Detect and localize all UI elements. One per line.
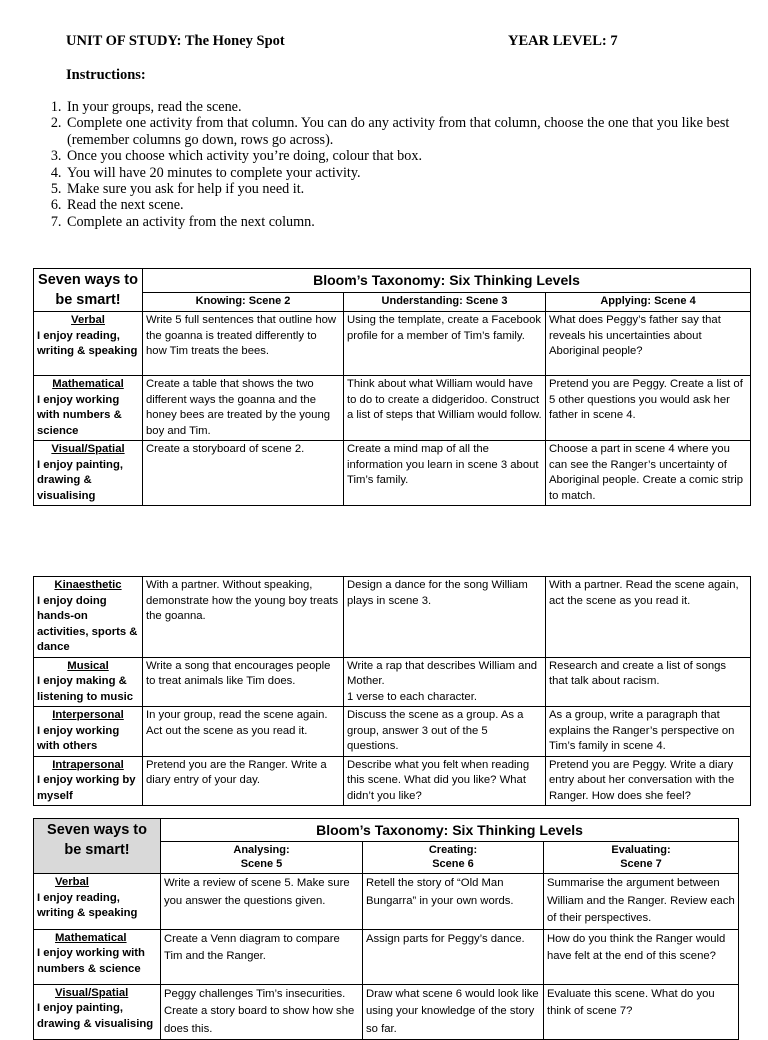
instructions-list (43, 99, 755, 230)
ways-to-be-smart-header: Seven ways to be smart! (34, 269, 143, 312)
activity-cell[interactable]: Create a Venn diagram to compare Tim and the Ranger. (161, 929, 363, 984)
activity-cell[interactable]: Write a song that encourages people to treat animals like Tim does. (143, 657, 344, 707)
activity-cell[interactable]: Evaluate this scene. What do you think of scene 7? (544, 984, 739, 1040)
instruction-item: 5. Make sure you ask for help if you need it. (65, 181, 755, 197)
row-header-kinaesthetic (34, 577, 143, 658)
table-row (34, 984, 739, 1040)
intelligence-name: Intrapersonal (52, 758, 124, 771)
activity-table-1 (33, 268, 751, 506)
intelligence-description: I enjoy making & listening to music (37, 675, 134, 703)
column-header-creating (363, 842, 544, 874)
column-level: Evaluating: (611, 844, 671, 856)
intelligence-name: Kinaesthetic (54, 579, 122, 591)
intelligence-name: Mathematical (55, 931, 127, 944)
activity-cell[interactable]: Pretend you are the Ranger. Write a diary entry of your day. (143, 756, 344, 806)
activity-cell[interactable]: Create a table that shows the two different ways the goanna and the honey bees are treated by the young boy and Tim. (143, 376, 344, 441)
intelligence-name: Mathematical (52, 378, 124, 390)
table-row (34, 929, 739, 984)
instruction-item: 2. Complete one activity from that column. You can do any activity from that column, choose the one that you like best (remember columns go down, rows go across). (65, 115, 755, 148)
instruction-item: 6. Read the next scene. (65, 197, 755, 213)
intelligence-description: I enjoy doing hands-on activities, sports & dance (37, 594, 138, 653)
activity-cell[interactable]: Assign parts for Peggy’s dance. (363, 929, 544, 984)
table-row (34, 707, 751, 757)
year-level: YEAR LEVEL: 7 (508, 33, 618, 49)
blooms-taxonomy-header: Bloom’s Taxonomy: Six Thinking Levels (143, 269, 751, 293)
activity-cell[interactable]: Research and create a list of songs that talk about racism. (546, 657, 751, 707)
row-header-intrapersonal (34, 756, 143, 806)
column-header-understanding: Understanding: Scene 3 (344, 293, 546, 312)
table-row (34, 577, 751, 658)
intelligence-name: Visual/Spatial (51, 443, 125, 455)
intelligence-description: I enjoy working with others (37, 724, 120, 752)
instruction-item: 4. You will have 20 minutes to complete your activity. (65, 165, 755, 181)
row-header-mathematical (34, 929, 161, 984)
table-row (34, 874, 739, 930)
table-row (34, 312, 751, 376)
row-header-interpersonal (34, 707, 143, 757)
blooms-taxonomy-header: Bloom’s Taxonomy: Six Thinking Levels (161, 819, 739, 842)
unit-of-study: UNIT OF STUDY: The Honey Spot (66, 33, 285, 49)
intelligence-name: Interpersonal (52, 709, 124, 721)
activity-cell[interactable]: Draw what scene 6 would look like using your knowledge of the story so far. (363, 984, 544, 1040)
table-row (34, 657, 751, 707)
instruction-item: 7. Complete an activity from the next column. (65, 214, 755, 230)
ways-to-be-smart-header: Seven ways to be smart! (34, 819, 161, 874)
column-scene: Scene 7 (620, 858, 662, 870)
activity-cell[interactable]: Retell the story of “Old Man Bungarra” in your own words. (363, 874, 544, 930)
activity-cell[interactable]: Write a rap that describes William and Mother. 1 verse to each character. (344, 657, 546, 707)
activity-cell[interactable]: Peggy challenges Tim’s insecurities. Create a story board to show how she does this. (161, 984, 363, 1040)
row-header-verbal (34, 312, 143, 376)
activity-table-3 (33, 818, 739, 1040)
instruction-item: 3. Once you choose which activity you’re doing, colour that box. (65, 148, 755, 164)
row-header-visual-spatial (34, 984, 161, 1040)
intelligence-description: I enjoy painting, drawing & visualising (37, 458, 123, 502)
activity-cell[interactable]: Summarise the argument between William and the Ranger. Review each of their perspectives. (544, 874, 739, 930)
activity-cell[interactable]: Using the template, create a Facebook profile for a member of Tim’s family. (344, 312, 546, 376)
intelligence-description: I enjoy working by myself (37, 774, 136, 802)
row-header-mathematical (34, 376, 143, 441)
activity-cell[interactable]: Choose a part in scene 4 where you can see the Ranger’s uncertainty of Aboriginal people. Create a comic strip to match. (546, 441, 751, 506)
activity-cell[interactable]: Design a dance for the song William plays in scene 3. (344, 577, 546, 658)
intelligence-name: Musical (67, 659, 109, 672)
row-header-verbal (34, 874, 161, 930)
table-row (34, 441, 751, 506)
activity-cell[interactable]: How do you think the Ranger would have felt at the end of this scene? (544, 929, 739, 984)
activity-cell[interactable]: Create a storyboard of scene 2. (143, 441, 344, 506)
activity-cell[interactable]: Discuss the scene as a group. As a group, answer 3 out of the 5 questions. (344, 707, 546, 757)
table-row (34, 756, 751, 806)
activity-cell[interactable]: In your group, read the scene again. Act out the scene as you read it. (143, 707, 344, 757)
column-header-applying: Applying: Scene 4 (546, 293, 751, 312)
activity-table-2 (33, 576, 751, 806)
column-header-analysing (161, 842, 363, 874)
activity-cell[interactable]: Pretend you are Peggy. Create a list of 5 other questions you would ask her father in scene 4. (546, 376, 751, 441)
activity-cell[interactable]: What does Peggy’s father say that reveals his uncertainties about Aboriginal people? (546, 312, 751, 376)
intelligence-description: I enjoy painting, drawing & visualising (37, 1002, 154, 1030)
intelligence-description: I enjoy reading, writing & speaking (37, 891, 138, 919)
intelligence-name: Verbal (71, 314, 105, 326)
intelligence-description: I enjoy working with numbers & science (37, 947, 145, 975)
activity-cell[interactable]: Write a review of scene 5. Make sure you answer the questions given. (161, 874, 363, 930)
row-header-musical (34, 657, 143, 707)
column-level: Analysing: (233, 844, 290, 856)
instructions-title: Instructions: (66, 67, 146, 83)
row-header-visual-spatial (34, 441, 143, 506)
intelligence-description: I enjoy reading, writing & speaking (37, 329, 138, 357)
column-header-knowing: Knowing: Scene 2 (143, 293, 344, 312)
activity-cell[interactable]: Write 5 full sentences that outline how the goanna is treated differently to how Tim treats the bees. (143, 312, 344, 376)
column-header-evaluating (544, 842, 739, 874)
activity-cell[interactable]: With a partner. Read the scene again, act the scene as you read it. (546, 577, 751, 658)
intelligence-description: I enjoy working with numbers & science (37, 393, 122, 437)
activity-cell[interactable]: Describe what you felt when reading this scene. What did you like? What didn’t you like? (344, 756, 546, 806)
column-scene: Scene 5 (240, 858, 283, 870)
table-row (34, 376, 751, 441)
intelligence-name: Verbal (55, 876, 89, 888)
column-level: Creating: (428, 844, 478, 856)
activity-cell[interactable]: Think about what William would have to do to create a didgeridoo. Construct a list of steps that William would follow. (344, 376, 546, 441)
activity-cell[interactable]: Pretend you are Peggy. Write a diary entry about her conversation with the Ranger. How does she feel? (546, 756, 751, 806)
intelligence-name: Visual/Spatial (55, 986, 129, 999)
instruction-item: 1. In your groups, read the scene. (65, 99, 755, 115)
column-scene: Scene 6 (432, 858, 474, 870)
activity-cell[interactable]: As a group, write a paragraph that explains the Ranger’s perspective on Tim’s family in scene 4. (546, 707, 751, 757)
activity-cell[interactable]: With a partner. Without speaking, demonstrate how the young boy treats the goanna. (143, 577, 344, 658)
activity-cell[interactable]: Create a mind map of all the information you learn in scene 3 about Tim’s family. (344, 441, 546, 506)
